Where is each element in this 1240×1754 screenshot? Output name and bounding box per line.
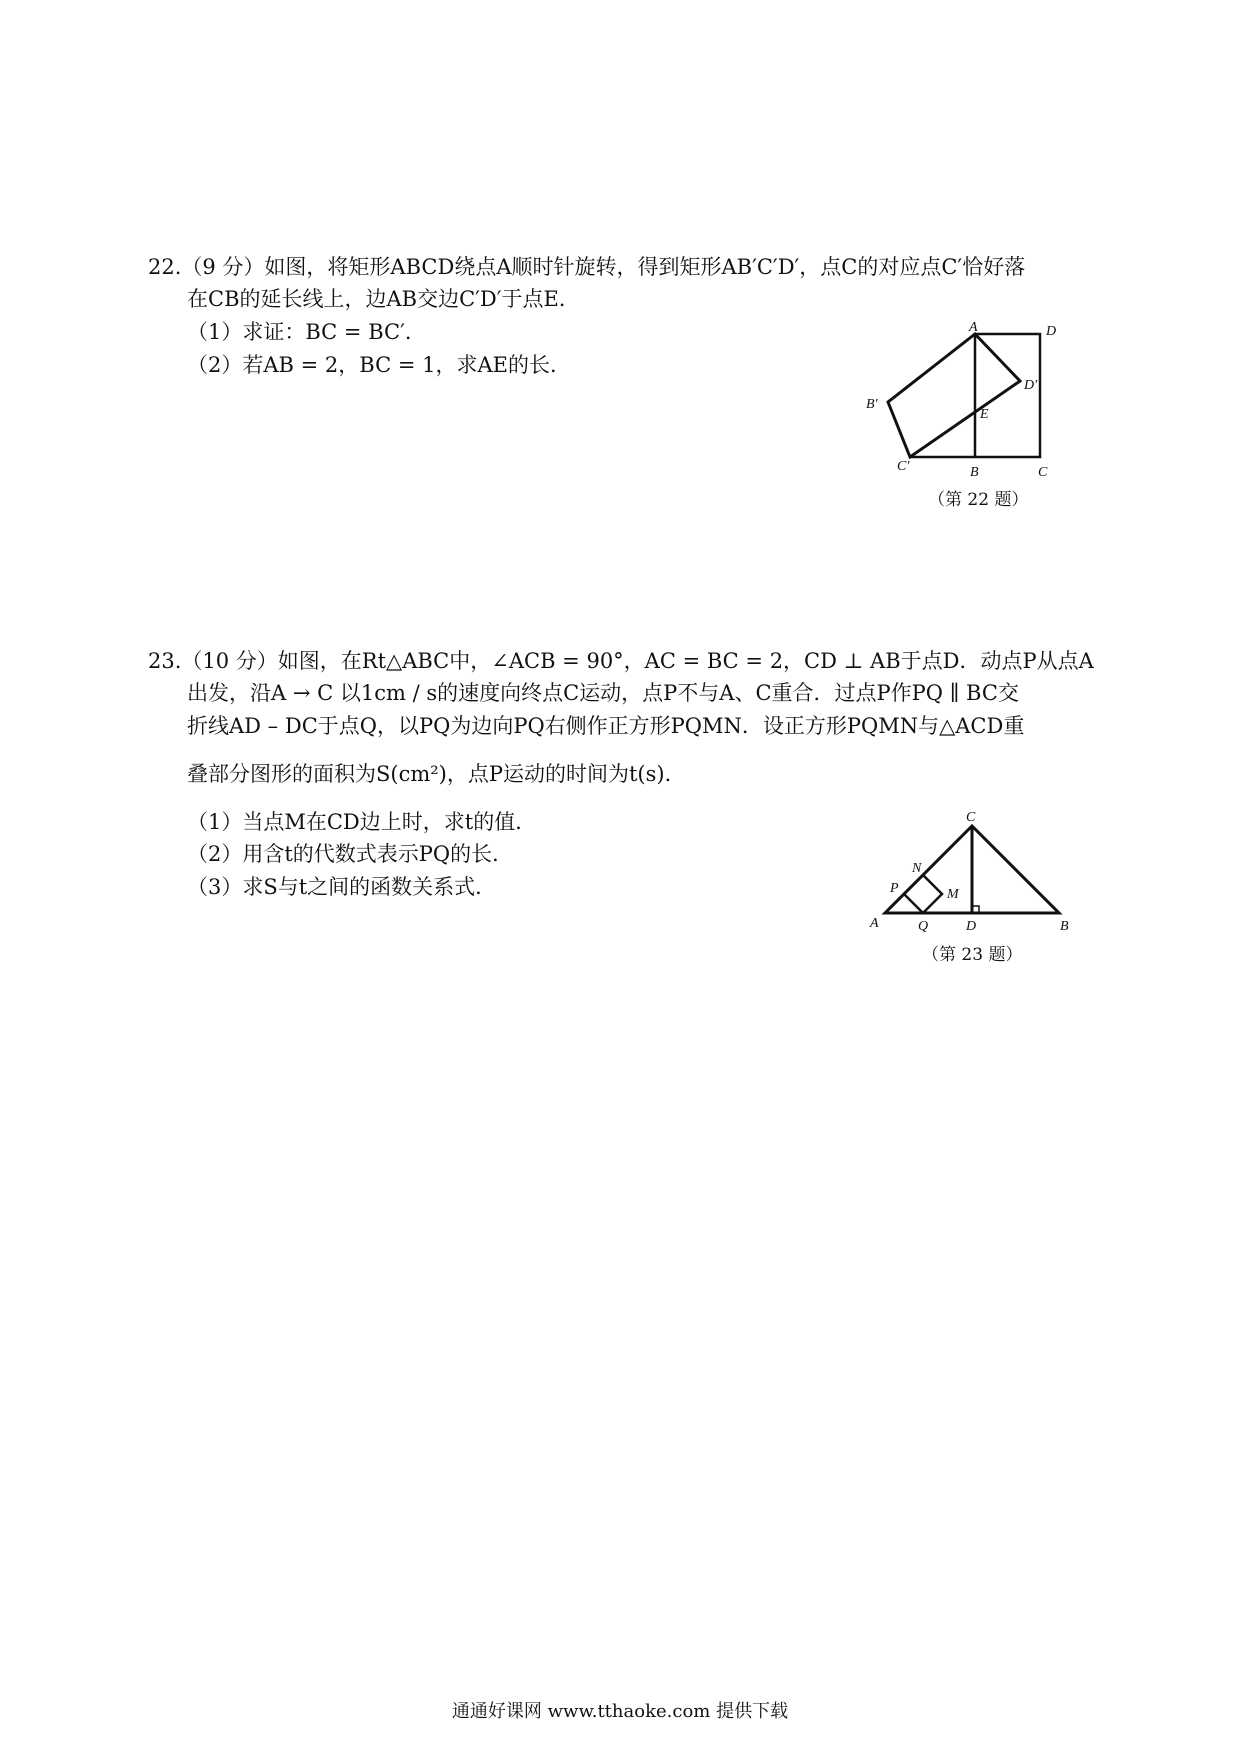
rect-ab-c-d-prime bbox=[888, 334, 1020, 457]
q23-line-3: 折线AD – DC于点Q，以PQ为边向PQ右侧作正方形PQMN．设正方形PQMN与△ACD重 bbox=[187, 714, 1025, 738]
label-N: N bbox=[912, 861, 922, 876]
label-B-prime: B′ bbox=[866, 397, 878, 412]
label-A: A bbox=[870, 916, 879, 931]
label-C-prime: C′ bbox=[897, 459, 910, 474]
q22-figure bbox=[860, 310, 1080, 480]
q22-part-1: （1）求证：BC = BC′． bbox=[187, 320, 426, 344]
rect-abcd bbox=[975, 334, 1040, 457]
page-footer: 通通好课网 www.tthaoke.com 提供下载 bbox=[451, 1701, 789, 1722]
q22-line-1: 22.（9 分）如图，将矩形ABCD绕点A顺时针旋转，得到矩形AB′C′D′，点C的对应点C′恰好落 bbox=[148, 255, 1026, 279]
label-C: C bbox=[966, 810, 976, 825]
q23-line-2: 出发，沿A → C 以1cm / s的速度向终点C运动，点P不与A、C重合．过点P作PQ ∥ BC交 bbox=[187, 681, 1019, 705]
q23-line-4: 叠部分图形的面积为S(cm²)，点P运动的时间为t(s)． bbox=[187, 762, 686, 786]
label-Q: Q bbox=[918, 919, 929, 934]
q23-line-1: 23.（10 分）如图，在Rt△ABC中，∠ACB = 90°，AC = BC = 2，CD ⊥ AB于点D．动点P从点A bbox=[148, 649, 1094, 673]
q22-caption: （第 22 题） bbox=[928, 490, 1029, 510]
q22-line-2: 在CB的延长线上，边AB交边C′D′于点E． bbox=[187, 287, 580, 311]
label-E: E bbox=[980, 407, 989, 422]
label-D-prime: D′ bbox=[1024, 378, 1038, 393]
square-pqmn bbox=[904, 875, 942, 913]
q22-part-2: （2）若AB = 2，BC = 1，求AE的长． bbox=[187, 353, 571, 377]
q23-caption: （第 23 题） bbox=[922, 945, 1023, 965]
label-B: B bbox=[1060, 919, 1069, 934]
label-A: A bbox=[969, 320, 978, 335]
label-D: D bbox=[966, 919, 977, 934]
label-C: C bbox=[1038, 465, 1048, 480]
label-M: M bbox=[947, 887, 959, 902]
q23-part-1: （1）当点M在CD边上时，求t的值． bbox=[187, 810, 537, 834]
q23-part-2: （2）用含t的代数式表示PQ的长． bbox=[187, 842, 514, 866]
label-D: D bbox=[1046, 324, 1057, 339]
label-B: B bbox=[970, 465, 979, 480]
label-P: P bbox=[890, 881, 899, 896]
q23-figure bbox=[860, 800, 1090, 940]
q23-part-3: （3）求S与t之间的函数关系式． bbox=[187, 875, 497, 899]
